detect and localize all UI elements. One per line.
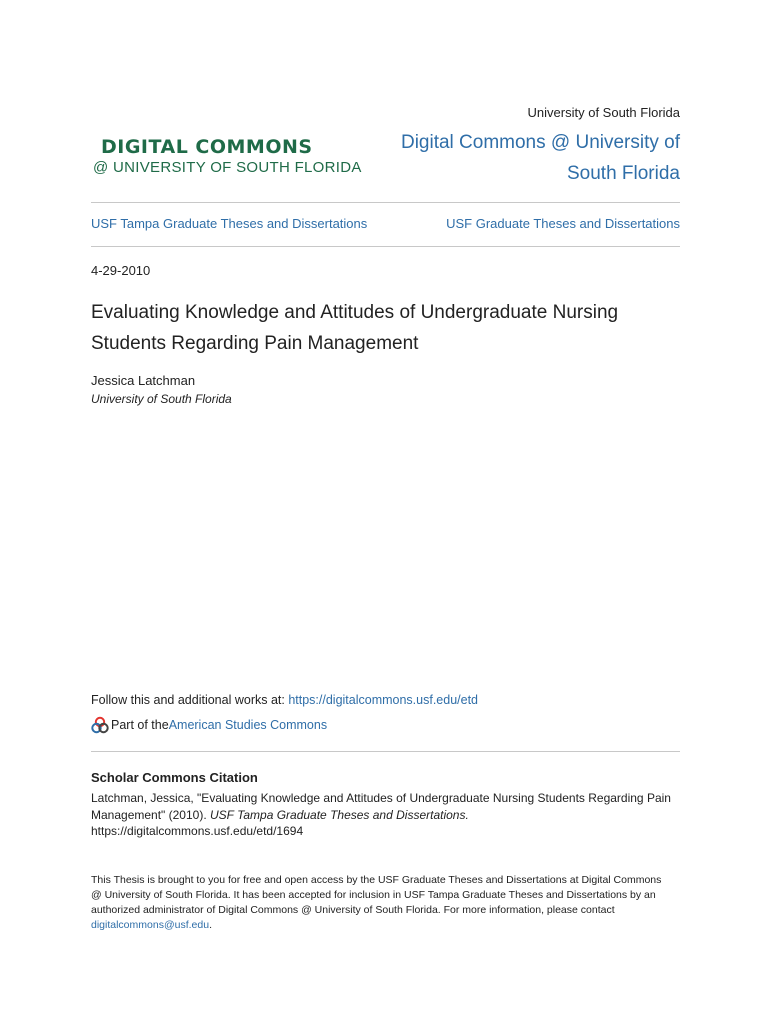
collection-link-tampa[interactable]: USF Tampa Graduate Theses and Dissertations <box>91 216 368 231</box>
citation-series: USF Tampa Graduate Theses and Dissertations. <box>210 807 469 822</box>
digital-commons-logo[interactable] <box>91 136 362 177</box>
logo-main-text: DIGITAL COMMONS <box>101 136 313 158</box>
part-of-prefix: Part of the <box>111 718 169 732</box>
publication-date: 4-29-2010 <box>91 263 151 278</box>
american-studies-link[interactable]: American Studies Commons <box>168 718 328 732</box>
citation-url: https://digitalcommons.usf.edu/etd/1694 <box>91 824 304 838</box>
citation-heading: Scholar Commons Citation <box>91 770 258 785</box>
notice-end: . <box>209 919 212 931</box>
citation-text <box>91 790 680 840</box>
repository-link[interactable]: Digital Commons @ University of South Florida <box>400 132 680 184</box>
logo-sub-text: @ UNIVERSITY OF SOUTH FLORIDA <box>93 159 362 176</box>
follow-line <box>91 693 478 707</box>
access-notice <box>91 873 666 933</box>
divider-citation <box>91 751 680 752</box>
contact-email-link[interactable]: digitalcommons@usf.edu <box>91 919 210 931</box>
part-of-line <box>91 716 327 734</box>
divider-collections <box>91 246 680 247</box>
follow-link[interactable]: https://digitalcommons.usf.edu/etd <box>288 693 479 707</box>
institution-name: University of South Florida <box>527 105 680 120</box>
divider-top <box>91 202 680 203</box>
notice-text: This Thesis is brought to you for free and open access by the USF Graduate Theses and Dissertations at Digital Commons @ University of South Florida. It has been accepted for inclusion in USF Tampa Graduate Theses and Dissertations by an authorized administrator of Digital Commons @ University of South Florida. For more information, please contact <box>91 874 662 916</box>
network-icon <box>91 716 109 734</box>
citation-main: Latchman, Jessica, "Evaluating Knowledge and Attitudes of Undergraduate Nursing Students Regarding Pain Management" (2010). <box>91 791 671 822</box>
header <box>91 100 680 190</box>
author-affiliation: University of South Florida <box>91 392 232 406</box>
collection-link-graduate[interactable]: USF Graduate Theses and Dissertations <box>446 216 680 231</box>
follow-prefix: Follow this and additional works at: <box>91 693 289 707</box>
author-name: Jessica Latchman <box>91 373 196 388</box>
document-title: Evaluating Knowledge and Attitudes of Undergraduate Nursing Students Regarding Pain Management <box>91 302 619 354</box>
